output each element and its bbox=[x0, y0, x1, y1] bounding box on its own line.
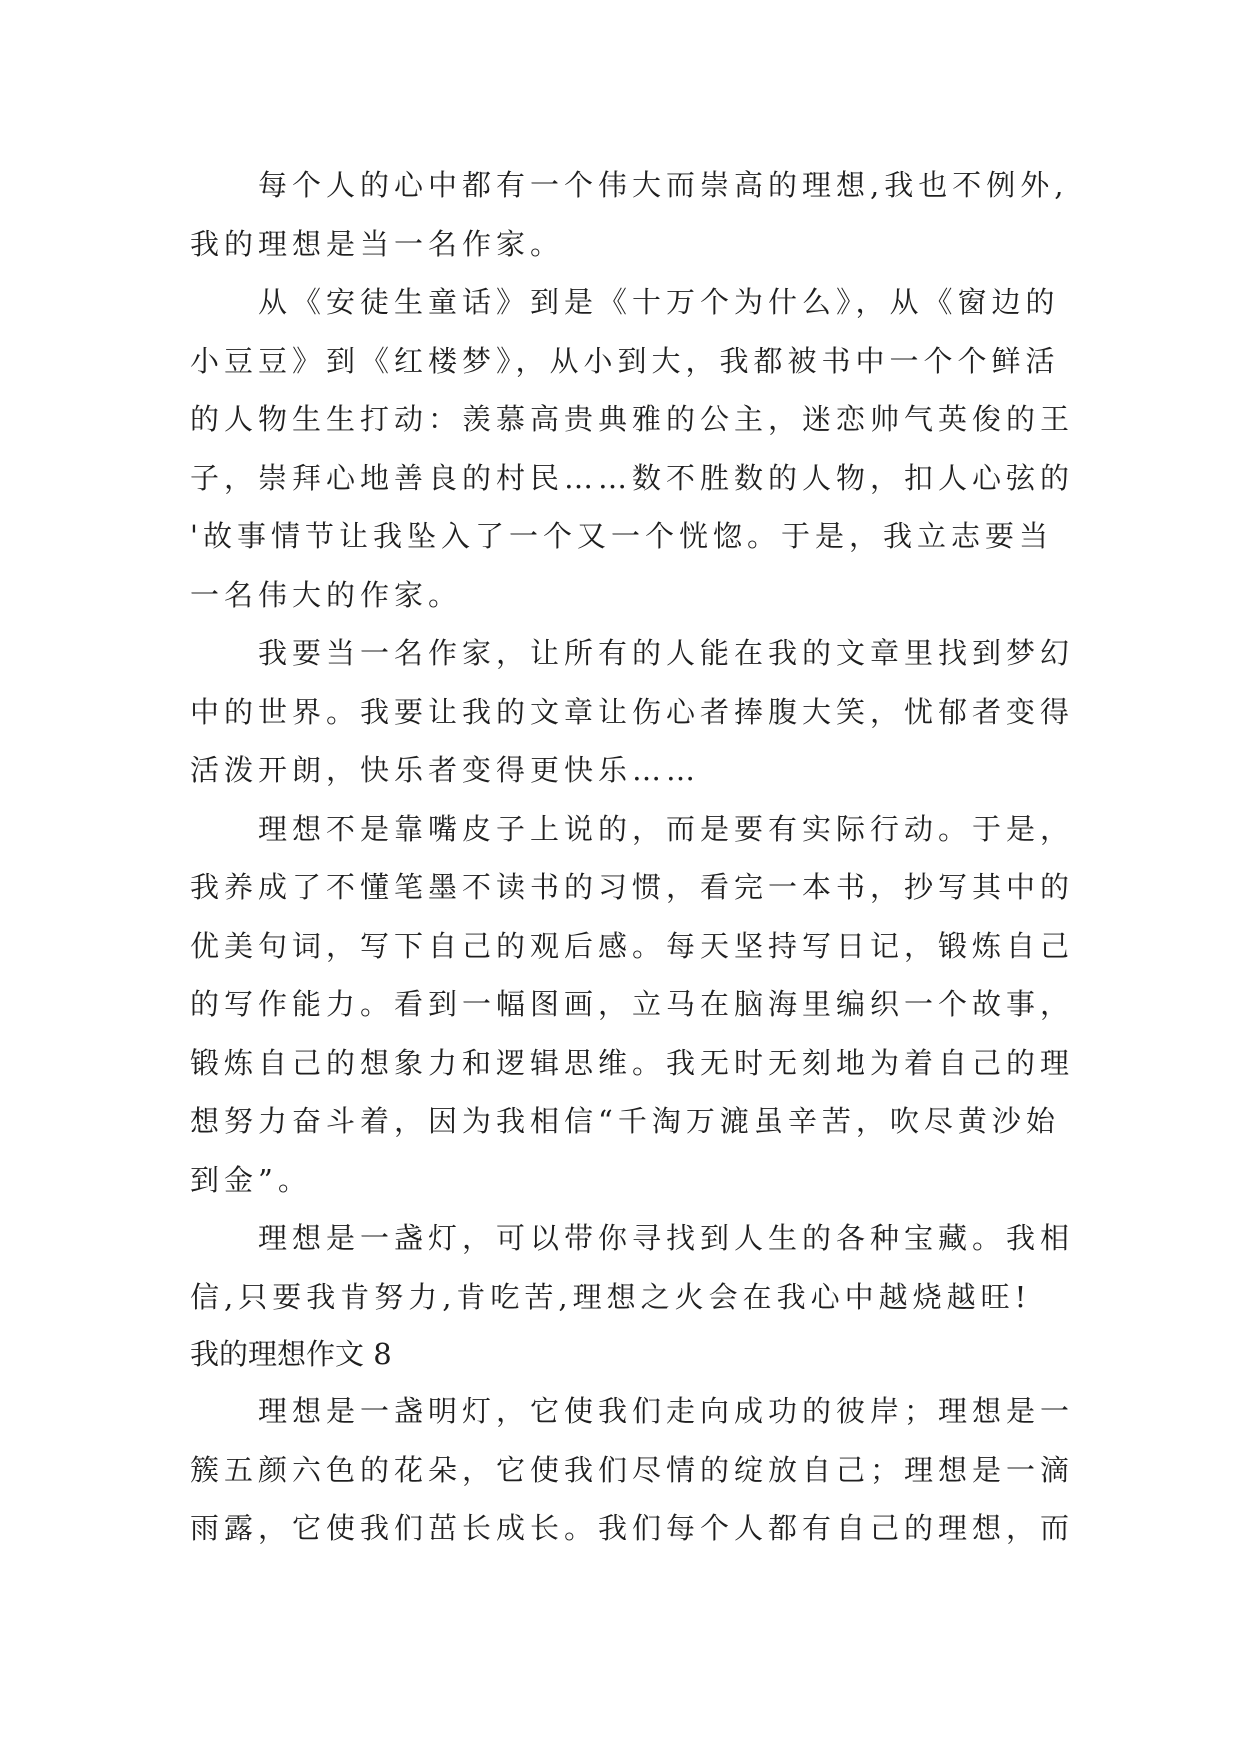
section-heading: 我的理想作文 8 bbox=[190, 1337, 392, 1371]
text-line: 中的世界。我要让我的文章让伤心者捧腹大笑，忧郁者变得 bbox=[190, 694, 1075, 729]
paragraph bbox=[190, 624, 1150, 800]
text-line: 活泼开朗，快乐者变得更快乐…… bbox=[190, 753, 701, 787]
paragraph bbox=[190, 273, 1150, 624]
text-line: 从《安徒生童话》到是《十万个为什么》，从《窗边的 bbox=[258, 285, 1060, 319]
text-line: 我要当一名作家，让所有的人能在我的文章里找到梦幻 bbox=[258, 636, 1075, 670]
paragraph bbox=[190, 1382, 1150, 1558]
text-line: 小豆豆》到《红楼梦》，从小到大，我都被书中一个个鲜活 bbox=[190, 343, 1060, 378]
text-line: 子，崇拜心地善良的村民……数不胜数的人物，扣人心弦的 bbox=[190, 460, 1075, 495]
text-line: 雨露，它使我们茁长成长。我们每个人都有自己的理想，而 bbox=[190, 1511, 1075, 1545]
text-line: 簇五颜六色的花朵，它使我们尽情的绽放自己；理想是一滴 bbox=[190, 1452, 1075, 1487]
text-line: 想努力奋斗着，因为我相信“千淘万漉虽辛苦，吹尽黄沙始 bbox=[190, 1104, 1060, 1138]
text-line: 每个人的心中都有一个伟大而崇高的理想,我也不例外, bbox=[258, 168, 1069, 202]
text-line: 信,只要我肯努力,肯吃苦,理想之火会在我心中越烧越旺! bbox=[190, 1279, 1032, 1314]
text-line: 的人物生生打动：羡慕高贵典雅的公主，迷恋帅气英俊的王 bbox=[190, 402, 1075, 436]
paragraph bbox=[190, 156, 1150, 273]
text-line: 理想是一盏灯，可以带你寻找到人生的各种宝藏。我相 bbox=[258, 1221, 1075, 1255]
text-line: '故事情节让我坠入了一个又一个恍惚。于是，我立志要当 bbox=[190, 519, 1053, 553]
text-line: 一名伟大的作家。 bbox=[190, 577, 463, 612]
paragraph bbox=[190, 1209, 1150, 1326]
text-line: 到金”。 bbox=[190, 1162, 312, 1197]
text-line: 理想是一盏明灯，它使我们走向成功的彼岸；理想是一 bbox=[258, 1394, 1075, 1428]
text-line: 我养成了不懂笔墨不读书的习惯，看完一本书，抄写其中的 bbox=[190, 870, 1075, 904]
text-line: 理想不是靠嘴皮子上说的，而是要有实际行动。于是， bbox=[258, 811, 1075, 846]
paragraph bbox=[190, 800, 1150, 1210]
document-body bbox=[190, 156, 1150, 1558]
text-line: 的写作能力。看到一幅图画，立马在脑海里编织一个故事， bbox=[190, 987, 1075, 1021]
text-line: 我的理想是当一名作家。 bbox=[190, 226, 565, 261]
text-line: 优美句词，写下自己的观后感。每天坚持写日记，锻炼自己 bbox=[190, 928, 1075, 963]
text-line: 锻炼自己的想象力和逻辑思维。我无时无刻地为着自己的理 bbox=[190, 1045, 1075, 1080]
